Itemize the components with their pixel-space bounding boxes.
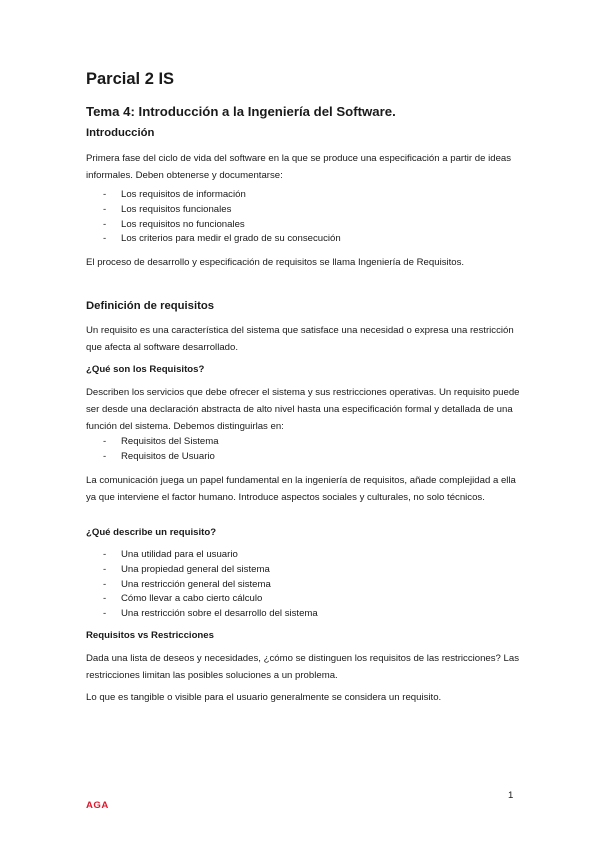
page-number: 1 [508,790,514,801]
what-are-paragraph: Describen los servicios que debe ofrecer el sistema y sus restricciones operativas. Un requisito puede ser desde una declaración abstracta de alto nivel hasta una especificación formal y detallada de una función del sistema. Debemos distinguirlas en: [86,387,520,432]
what-are-heading: ¿Qué son los Requisitos? [86,364,205,375]
list-item: - Los requisitos funcionales [86,203,341,218]
vs-closing: Lo que es tangible o visible para el usuario generalmente se considera un requisito. [86,692,442,703]
page-title: Parcial 2 IS [86,70,175,88]
list-item: - Una restricción general del sistema [86,578,318,593]
list-item: - Cómo llevar a cabo cierto cálculo [86,592,318,607]
definition-heading: Definición de requisitos [86,300,215,312]
list-item: - Los requisitos no funcionales [86,218,341,233]
list-item: - Los requisitos de información [86,188,341,203]
list-item: - Una utilidad para el usuario [86,548,318,563]
describes-list [86,548,318,622]
vs-paragraph: Dada una lista de deseos y necesidades, ¿cómo se distinguen los requisitos de las restricciones? Las restricciones limitan las posibles soluciones a un problema. [86,653,520,681]
intro-list [86,188,341,247]
what-are-list [86,435,219,465]
list-item: - Una restricción sobre el desarrollo del sistema [86,607,318,622]
intro-closing: El proceso de desarrollo y especificación de requisitos se llama Ingeniería de Requisitos. [86,257,465,268]
intro-heading: Introducción [86,127,155,139]
what-are-closing: La comunicación juega un papel fundamental en la ingeniería de requisitos, añade complejidad a ella ya que interviene el factor humano. Introduce aspectos sociales y culturales, no solo técnicos. [86,475,516,503]
intro-paragraph: Primera fase del ciclo de vida del software en la que se produce una especificación a partir de ideas informales. Deben obtenerse y documentarse: [86,153,512,181]
footer-logo: AGA [86,800,109,811]
definition-paragraph: Un requisito es una característica del sistema que satisface una necesidad o expresa una restricción que afecta al software desarrollado. [86,325,514,353]
vs-heading: Requisitos vs Restricciones [86,630,214,641]
list-item: - Los criterios para medir el grado de su consecución [86,232,341,247]
list-item: - Una propiedad general del sistema [86,563,318,578]
topic-heading: Tema 4: Introducción a la Ingeniería del Software. [86,104,396,119]
list-item: - Requisitos de Usuario [86,450,219,465]
list-item: - Requisitos del Sistema [86,435,219,450]
describes-heading: ¿Qué describe un requisito? [86,527,217,538]
